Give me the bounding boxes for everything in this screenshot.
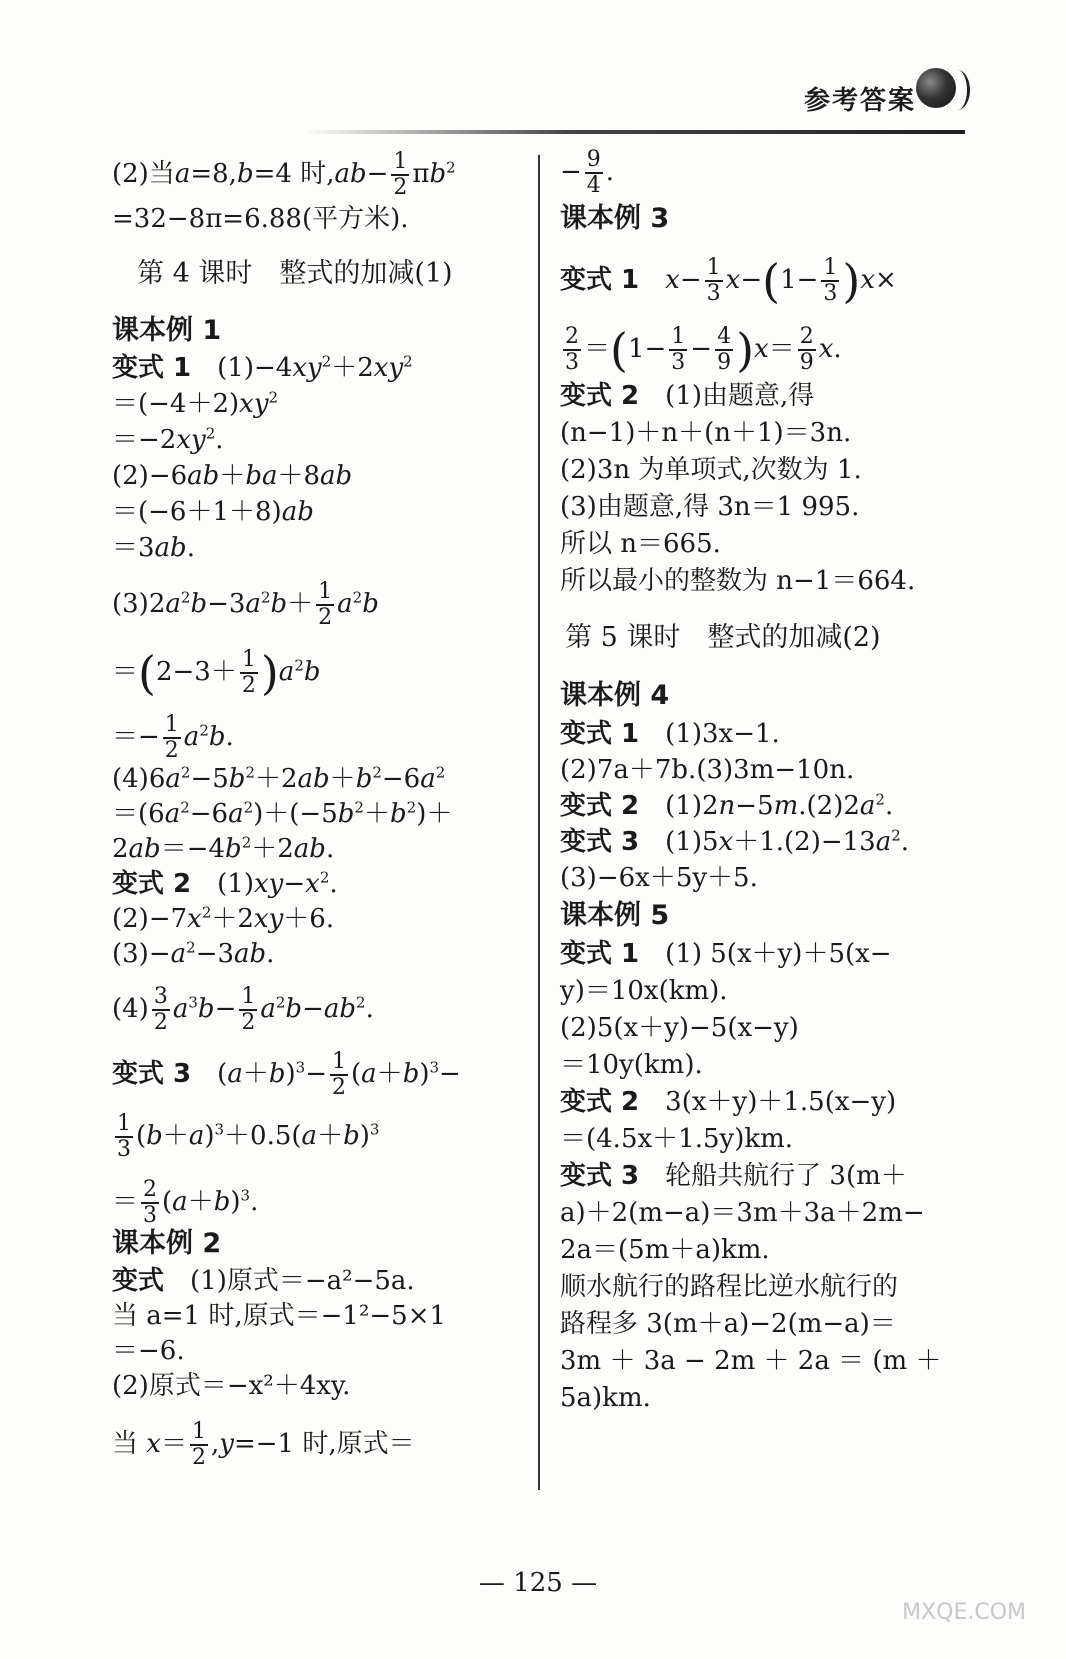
answer-line: (2)−6ab＋ba＋8ab (112, 461, 353, 491)
answer-line: =32−8π=6.88(平方米). (112, 204, 409, 234)
answer-line: y)＝10x(km). (560, 976, 728, 1006)
answer-line: a)＋2(m−a)＝3m＋3a＋2m− (560, 1198, 925, 1228)
answer-line: (n−1)＋n＋(n＋1)＝3n. (560, 418, 852, 448)
answer-line: $=(-4+2)xy^2$ (112, 388, 279, 419)
answer-line: ＝−6. (112, 1336, 185, 1366)
answer-line: 当 a=1 时,原式＝−1²−5×1 (112, 1301, 447, 1331)
answer-line: 变式 1 (1) 5(x＋y)＋5(x− (560, 939, 892, 969)
example-5-title: 课本例 5 (560, 900, 670, 931)
example-2-title: 课本例 2 (112, 1228, 222, 1259)
answer-line: ＝− $\frac{1}{2}$ $a^2b$. (112, 712, 234, 763)
answer-line: $=(6a^2-6a^2)+(-5b^2+b^2)+$ (112, 798, 453, 829)
answer-line: (2)原式＝−x²＋4xy. (112, 1371, 351, 1401)
answer-line: $(4)6a^2-5b^2+2ab+b^2-6a^2$ (112, 763, 446, 794)
example-1-title: 课本例 1 (112, 315, 222, 346)
answer-line: 所以 n＝665. (560, 529, 721, 559)
answer-line: 变式 2 $(1)xy-x^2$. (112, 868, 338, 899)
answer-line: ＝(2−3＋ $\frac{1}{2}$ )$a^2b$ (112, 646, 321, 700)
watermark: MXQE.COM (902, 1600, 1026, 1625)
answer-line: 5a)km. (560, 1383, 651, 1413)
answer-line: $\frac{2}{3}$ ＝(1− $\frac{1}{3}$ − $\frac{4}{9}$ )x＝ $\frac{2}{9}$ x. (565, 323, 842, 377)
answer-line: 变式 3 $(a+b)^3-$ $\frac{1}{2}$ $(a+b)^3-$ (112, 1049, 461, 1100)
answer-line: $(2)-7x^2+2xy+6$. (112, 903, 335, 934)
answer-line: (2)7a＋7b.(3)3m−10n. (560, 755, 855, 785)
example-3-title: 课本例 3 (560, 203, 670, 234)
answer-line: 变式 3 $(1)5x+1.(2)-13a^2$. (560, 826, 910, 857)
answer-line: $=-2xy^2$. (112, 424, 224, 455)
answer-line: (3)由题意,得 3n＝1 995. (560, 492, 860, 522)
answer-line: 变式 1 x− $\frac{1}{3}$ x−(1− $\frac{1}{3}$ )x× (560, 254, 897, 308)
answer-line: 当 x＝ $\frac{1}{2}$ ,y=−1 时,原式＝ (112, 1419, 415, 1470)
answer-line: 变式 3 轮船共航行了 3(m＋ (560, 1161, 907, 1191)
answer-line: ＝3ab. (112, 533, 195, 563)
answer-line: 变式 2 (1)由题意,得 (560, 381, 815, 411)
answer-line: 变式 2 3(x＋y)＋1.5(x−y) (560, 1087, 897, 1117)
answer-line: 顺水航行的路程比逆水航行的 (560, 1272, 899, 1302)
header-rule (305, 130, 965, 134)
answer-line: 变式 2 $(1)2n-5m.(2)2a^2$. (560, 790, 894, 821)
answer-line: $\frac{1}{3}$ $(b+a)^3+0.5(a+b)^3$ (117, 1111, 380, 1162)
answer-line: ＝(−6＋1＋8)ab (112, 497, 314, 527)
column-divider (538, 155, 540, 1490)
lesson-4-title: 第 4 课时 整式的加减(1) (137, 258, 453, 289)
answer-line: − $\frac{9}{4}$ . (560, 147, 615, 198)
lesson-5-title: 第 5 课时 整式的加减(2) (565, 622, 881, 653)
answer-line: ＝ $\frac{2}{3}$ $(a+b)^3$. (112, 1177, 259, 1228)
header-arc-icon (945, 70, 970, 110)
page-number: — 125 — (478, 1568, 598, 1598)
answer-line: 变式 (1)原式＝−a²−5a. (112, 1266, 415, 1296)
answer-line: 路程多 3(m＋a)−2(m−a)＝ (560, 1309, 896, 1339)
example-4-title: 课本例 4 (560, 680, 670, 711)
answer-line: (2)当a=8,b=4 时,ab− $\frac{1}{2}$ $\pi b^2$ (112, 149, 456, 200)
answer-line: $(3)-a^2-3ab$. (112, 938, 275, 969)
answer-line: 变式 1 (1)3x−1. (560, 719, 780, 749)
answer-line: $2ab=-4b^2+2ab$. (112, 833, 335, 864)
answer-line: (2)5(x＋y)−5(x−y) (560, 1013, 799, 1043)
answer-line: ＝10y(km). (560, 1050, 703, 1080)
answer-line: (2)3n 为单项式,次数为 1. (560, 455, 862, 485)
answer-line: 2a＝(5m＋a)km. (560, 1235, 770, 1265)
header-title: 参考答案 (803, 86, 916, 116)
answer-line: (4) $\frac{3}{2}$ $a^3b-$ $\frac{1}{2}$ $a^2b-ab^2$. (112, 984, 374, 1035)
answer-line: ＝(4.5x＋1.5y)km. (560, 1124, 794, 1154)
answer-line: 3m ＋ 3a − 2m ＋ 2a ＝ (m ＋ (560, 1346, 942, 1376)
answer-line: 变式 1 $(1)-4xy^2+2xy^2$ (112, 352, 413, 383)
answer-line: 所以最小的整数为 n−1＝664. (560, 566, 916, 596)
answer-line: (3)−6x＋5y＋5. (560, 863, 758, 893)
answer-line: $(3)2a^2b-3a^2b+$ $\frac{1}{2}$ $a^2b$ (112, 579, 379, 630)
